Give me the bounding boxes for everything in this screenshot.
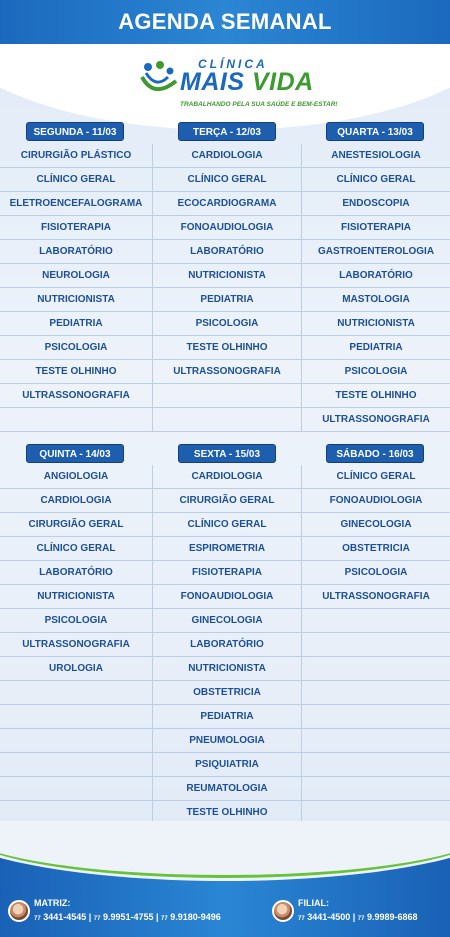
- page-title: AGENDA SEMANAL: [118, 9, 332, 34]
- service-cell: GASTROENTEROLOGIA: [302, 240, 450, 264]
- day-header: QUINTA - 14/03: [26, 444, 124, 463]
- service-cell: [153, 384, 301, 408]
- logo-name-part2: VIDA: [251, 68, 314, 96]
- service-cell: LABORATÓRIO: [0, 240, 152, 264]
- service-cell: GINECOLOGIA: [302, 513, 450, 537]
- service-cell: UROLOGIA: [0, 657, 152, 681]
- matriz-phone-3: 9.9180-9496: [170, 912, 221, 922]
- day-column: [302, 144, 450, 432]
- service-cell: [0, 777, 152, 801]
- service-cell: FONOAUDIOLOGIA: [153, 585, 301, 609]
- service-cell: NUTRICIONISTA: [302, 312, 450, 336]
- service-cell: NUTRICIONISTA: [0, 288, 152, 312]
- service-cell: [0, 753, 152, 777]
- service-cell: CLÍNICO GERAL: [0, 168, 152, 192]
- service-cell: OBSTETRICIA: [153, 681, 301, 705]
- logo-name: [180, 68, 314, 97]
- matriz-ddd-3: 77: [161, 916, 168, 922]
- service-cell: FISIOTERAPIA: [302, 216, 450, 240]
- service-cell: FONOAUDIOLOGIA: [153, 216, 301, 240]
- service-cell: CLÍNICO GERAL: [0, 537, 152, 561]
- day-header: QUARTA - 13/03: [326, 122, 424, 141]
- service-cell: NUTRICIONISTA: [153, 264, 301, 288]
- day-column: [152, 144, 302, 432]
- filial-label: FILIAL:: [298, 898, 329, 908]
- service-cell: [302, 777, 450, 801]
- service-cell: PEDIATRIA: [302, 336, 450, 360]
- service-cell: ULTRASSONOGRAFIA: [302, 408, 450, 432]
- service-cell: LABORATÓRIO: [302, 264, 450, 288]
- service-cell: [302, 753, 450, 777]
- service-cell: ULTRASSONOGRAFIA: [0, 384, 152, 408]
- service-cell: PEDIATRIA: [153, 288, 301, 312]
- service-cell: TESTE OLHINHO: [153, 801, 301, 825]
- filial-phone-2: 9.9989-6868: [366, 912, 418, 922]
- service-cell: ANGIOLOGIA: [0, 465, 152, 489]
- day-header: TERÇA - 12/03: [178, 122, 276, 141]
- service-cell: [302, 633, 450, 657]
- service-cell: NUTRICIONISTA: [0, 585, 152, 609]
- service-cell: LABORATÓRIO: [153, 240, 301, 264]
- service-cell: ENDOSCOPIA: [302, 192, 450, 216]
- service-cell: [302, 729, 450, 753]
- day-column: [0, 465, 152, 873]
- matriz-phone-1: 3441-4545 |: [43, 912, 94, 922]
- logo-clinica-text: CLÍNICA: [198, 57, 268, 71]
- service-cell: PSIQUIATRIA: [153, 753, 301, 777]
- service-cell: CIRURGIÃO GERAL: [153, 489, 301, 513]
- service-cell: PSICOLOGIA: [302, 360, 450, 384]
- service-cell: ULTRASSONOGRAFIA: [302, 585, 450, 609]
- service-cell: [302, 705, 450, 729]
- logo-slogan: TRABALHANDO PELA SUA SAÚDE E BEM-ESTAR!: [180, 101, 338, 108]
- service-cell: CARDIOLOGIA: [0, 489, 152, 513]
- service-cell: MASTOLOGIA: [302, 288, 450, 312]
- day-header: SÁBADO - 16/03: [326, 444, 424, 463]
- service-cell: PSICOLOGIA: [0, 609, 152, 633]
- filial-phone-1: 3441-4500 |: [307, 912, 358, 922]
- service-cell: [153, 408, 301, 432]
- service-cell: [302, 609, 450, 633]
- service-cell: CARDIOLOGIA: [153, 465, 301, 489]
- service-cell: TESTE OLHINHO: [153, 336, 301, 360]
- service-cell: NEUROLOGIA: [0, 264, 152, 288]
- day-header: SEGUNDA - 11/03: [26, 122, 124, 141]
- service-cell: FONOAUDIOLOGIA: [302, 489, 450, 513]
- service-cell: PSICOLOGIA: [302, 561, 450, 585]
- filial-ddd-1: 77: [298, 916, 305, 922]
- filial-phones: [298, 912, 418, 922]
- service-cell: PNEUMOLOGIA: [153, 729, 301, 753]
- service-cell: TESTE OLHINHO: [0, 360, 152, 384]
- service-cell: REUMATOLOGIA: [153, 777, 301, 801]
- day-column: [0, 144, 152, 432]
- service-cell: CIRURGIÃO PLÁSTICO: [0, 144, 152, 168]
- service-cell: ESPIROMETRIA: [153, 537, 301, 561]
- family-logo-icon: [138, 59, 180, 99]
- service-cell: CLÍNICO GERAL: [153, 168, 301, 192]
- service-cell: LABORATÓRIO: [0, 561, 152, 585]
- matriz-phones: [34, 912, 221, 922]
- service-cell: PSICOLOGIA: [0, 336, 152, 360]
- service-cell: TESTE OLHINHO: [302, 384, 450, 408]
- service-cell: FISIOTERAPIA: [153, 561, 301, 585]
- service-cell: ULTRASSONOGRAFIA: [153, 360, 301, 384]
- clinic-logo: [138, 55, 338, 117]
- filial-avatar: [272, 900, 294, 922]
- footer-band: [0, 851, 450, 937]
- service-cell: FISIOTERAPIA: [0, 216, 152, 240]
- service-cell: PSICOLOGIA: [153, 312, 301, 336]
- service-cell: ECOCARDIOGRAMA: [153, 192, 301, 216]
- matriz-label: MATRIZ:: [34, 898, 71, 908]
- service-cell: ULTRASSONOGRAFIA: [0, 633, 152, 657]
- matriz-phone-2: 9.9951-4755 |: [102, 912, 162, 922]
- service-cell: LABORATÓRIO: [153, 633, 301, 657]
- day-column: [152, 465, 302, 873]
- service-cell: CLÍNICO GERAL: [153, 513, 301, 537]
- service-cell: CARDIOLOGIA: [153, 144, 301, 168]
- service-cell: [0, 705, 152, 729]
- service-cell: CIRURGIÃO GERAL: [0, 513, 152, 537]
- day-header: SEXTA - 15/03: [178, 444, 276, 463]
- service-cell: GINECOLOGIA: [153, 609, 301, 633]
- filial-ddd-2: 77: [357, 916, 365, 922]
- service-cell: CLÍNICO GERAL: [302, 168, 450, 192]
- matriz-ddd-1: 77: [34, 916, 41, 922]
- service-cell: PEDIATRIA: [153, 705, 301, 729]
- service-cell: OBSTETRICIA: [302, 537, 450, 561]
- matriz-avatar: [8, 900, 30, 922]
- service-cell: [302, 681, 450, 705]
- service-cell: ELETROENCEFALOGRAMA: [0, 192, 152, 216]
- day-column: [302, 465, 450, 873]
- service-cell: [0, 408, 152, 432]
- service-cell: ANESTESIOLOGIA: [302, 144, 450, 168]
- service-cell: NUTRICIONISTA: [153, 657, 301, 681]
- service-cell: [0, 729, 152, 753]
- logo-name-part1: MAIS: [180, 68, 252, 96]
- service-cell: CLÍNICO GERAL: [302, 465, 450, 489]
- service-cell: [302, 657, 450, 681]
- service-cell: [0, 681, 152, 705]
- matriz-ddd-2: 77: [93, 916, 101, 922]
- service-cell: PEDIATRIA: [0, 312, 152, 336]
